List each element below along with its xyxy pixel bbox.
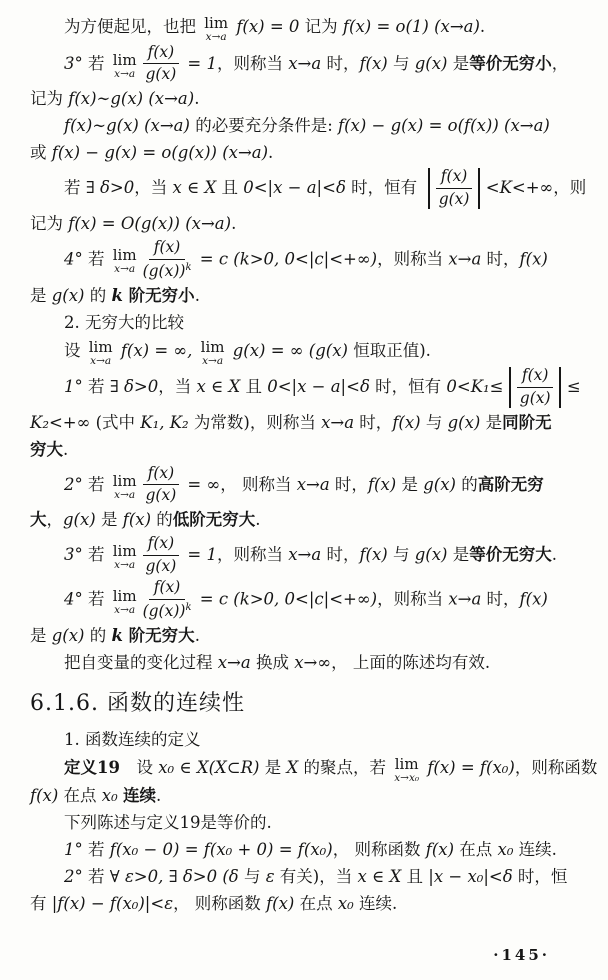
text-line: [30, 754, 598, 784]
exponent: k: [185, 261, 192, 273]
text-run: x→a: [321, 412, 355, 432]
text-run: 与: [238, 867, 266, 887]
fraction: [143, 465, 180, 506]
limit-operator: [112, 586, 137, 616]
text-line: [30, 438, 584, 462]
text-run: 的聚点，若: [298, 757, 392, 777]
text-run: 0<|x − a|<δ: [243, 177, 346, 197]
text-run: 4°: [64, 589, 88, 609]
text-run: 是: [480, 412, 503, 432]
text-run: K₂<+∞: [30, 412, 96, 432]
fraction-denominator: [145, 64, 176, 84]
text-run: 的必要充分条件是:: [189, 116, 339, 136]
text-run: = c (k>0, 0<|c|<+∞): [194, 589, 378, 609]
text-line: [30, 624, 584, 648]
fraction-denominator: [143, 600, 192, 621]
text-run: 记为: [30, 213, 69, 233]
text-run: 下列陈述与定义19是等价的.: [64, 813, 272, 833]
fraction-denominator-text: g(x): [145, 557, 177, 576]
text-run: 定义19: [64, 757, 120, 777]
text-run: 与: [387, 545, 415, 565]
text-run: g(x): [414, 53, 448, 73]
text-line: [30, 141, 584, 165]
text-line: [30, 212, 584, 236]
text-run: 是: [95, 510, 123, 530]
abs-bar: [428, 168, 429, 209]
limit-subscript: x→a: [202, 354, 224, 367]
text-run: 2°: [64, 474, 88, 494]
text-line: [30, 535, 584, 576]
limit-operator: [112, 471, 137, 501]
text-run: x→a: [448, 249, 482, 269]
text-run: ，则称当: [216, 53, 289, 73]
limit-word: lim: [112, 246, 137, 265]
text-run: ，当: [134, 177, 173, 197]
text-run: 且: [216, 177, 244, 197]
fraction-denominator: [143, 260, 192, 281]
text-run: 记为: [304, 16, 343, 36]
text-run: 0<K₁≤: [446, 376, 504, 396]
text-run: 且: [401, 867, 429, 887]
text-run: = c (k>0, 0<|c|<+∞): [194, 249, 378, 269]
fraction-denominator: [145, 556, 176, 576]
text-run: x→a: [448, 589, 482, 609]
text-run: 的: [151, 510, 173, 530]
text-run: f(x): [392, 412, 421, 432]
text-run: f(x) − g(x) = o(f(x)) (x→a): [338, 116, 550, 136]
fraction-denominator-text: g(x): [145, 486, 177, 505]
text-run: 时，恒: [512, 867, 568, 887]
text-run: 记为: [30, 89, 69, 109]
limit-subscript: x→a: [114, 488, 136, 501]
limit-word: lim: [394, 754, 419, 773]
text-run: 为常数)，则称当: [188, 412, 322, 432]
text-run: ， 则称函数: [332, 840, 426, 860]
text-line: [30, 44, 584, 85]
text-run: g(x): [51, 625, 85, 645]
text-run: 时，: [354, 412, 393, 432]
text-run: 是: [30, 625, 52, 645]
text-run: x→a: [288, 545, 322, 565]
text-run: f(x)∼g(x) (x→a): [68, 89, 195, 109]
text-line: [30, 14, 584, 41]
limit-operator: [88, 337, 113, 367]
text-run: (式中: [95, 412, 141, 432]
text-run: |x − x₀|<δ: [428, 867, 513, 887]
page-body: [30, 14, 598, 916]
text-run: g(x): [423, 474, 456, 494]
text-run: g(x) = ∞ (g(x): [227, 340, 348, 360]
text-run: 若: [88, 867, 110, 887]
limit-operator: [394, 754, 420, 784]
text-run: x→a: [296, 474, 330, 494]
text-run: 若: [64, 177, 86, 197]
text-run: .: [231, 213, 237, 233]
text-run: f(x) = o(1) (x→a): [342, 16, 480, 36]
text-run: <K<+∞: [485, 177, 554, 197]
fraction-denominator: [520, 388, 551, 408]
fraction-denominator-text: g(x): [519, 388, 551, 407]
text-run: f(x): [122, 510, 152, 530]
text-run: 等价无穷小: [469, 53, 552, 73]
text-run: ∃ δ>0: [85, 177, 135, 197]
text-run: .: [194, 285, 200, 305]
text-run: .: [255, 510, 261, 530]
text-run: 阶无穷大: [122, 625, 195, 645]
fraction: [143, 535, 180, 576]
text-run: x₀: [101, 786, 118, 806]
text-run: 大: [30, 510, 47, 530]
text-run: x ∈ X: [357, 867, 402, 887]
fraction-numerator: f(x): [436, 168, 473, 189]
text-run: ∀ ε>0, ∃ δ>0 (δ: [109, 867, 239, 887]
text-run: 若: [88, 53, 110, 73]
limit-subscript: x→a: [114, 263, 136, 276]
text-line: [30, 865, 584, 889]
text-run: K₁, K₂: [140, 412, 189, 432]
text-run: 3°: [64, 53, 88, 73]
text-run: x₀: [497, 840, 514, 860]
limit-word: lim: [112, 50, 137, 69]
text-run: f(x): [359, 53, 388, 73]
text-run: f(x₀ − 0) = f(x₀ + 0) = f(x₀): [109, 840, 333, 860]
text-run: 同阶无: [502, 412, 552, 432]
text-run: .: [194, 625, 200, 645]
fraction-denominator: [439, 189, 470, 209]
text-line: [30, 338, 584, 365]
abs-fraction: [425, 168, 482, 209]
fraction-numerator: f(x): [143, 535, 180, 556]
text-run: 时，: [329, 474, 368, 494]
text-run: f(x): [519, 589, 548, 609]
text-run: ，: [46, 510, 63, 530]
limit-subscript: x→a: [114, 67, 136, 80]
fraction-numerator: f(x): [149, 579, 186, 600]
limit-word: lim: [112, 586, 137, 605]
limit-word: lim: [204, 14, 229, 32]
limit-subscript: x→a: [114, 603, 136, 616]
text-run: 的: [84, 285, 112, 305]
fraction: [436, 168, 473, 209]
text-run: 的: [455, 474, 478, 494]
limit-operator: [112, 50, 137, 80]
text-run: 是: [396, 474, 424, 494]
text-run: ，当: [158, 376, 197, 396]
limit-operator: [113, 544, 137, 571]
text-line: [30, 167, 587, 209]
text-line: [30, 651, 584, 675]
fraction-denominator-text: (g(x)): [142, 601, 186, 620]
limit-word: lim: [88, 337, 113, 356]
text-run: 是: [447, 53, 470, 73]
limit-subscript: x→a: [114, 559, 136, 572]
section-heading: [30, 689, 584, 719]
text-run: f(x): [30, 786, 59, 806]
text-run: 等价无穷大: [469, 545, 552, 565]
text-run: 把自变量的变化过程: [64, 652, 218, 672]
text-line: [30, 784, 584, 808]
fraction-denominator-text: g(x): [438, 189, 470, 208]
text-run: 是: [259, 757, 287, 777]
limit-operator: [113, 248, 137, 275]
text-run: f(x): [367, 474, 397, 494]
text-run: f(x) = f(x₀): [422, 757, 515, 777]
limit-operator: [204, 16, 228, 43]
text-run: 高阶无穷: [477, 474, 544, 494]
text-run: .: [63, 439, 69, 459]
abs-fraction: [506, 367, 563, 408]
text-run: 低阶无穷大: [172, 510, 256, 530]
text-run: .: [479, 16, 486, 36]
text-run: f(x): [359, 545, 388, 565]
text-run: g(x): [63, 510, 96, 530]
fraction-numerator: f(x): [143, 465, 180, 486]
fraction-numerator: f(x): [143, 44, 180, 65]
text-run: ，则称当: [377, 589, 449, 609]
text-run: 若: [88, 474, 110, 494]
text-run: = 1: [182, 545, 217, 565]
text-run: 阶无穷小: [122, 285, 195, 305]
limit-word: lim: [112, 542, 137, 561]
text-run: ， 上面的陈述均有效.: [331, 652, 491, 672]
text-line: [30, 579, 584, 621]
text-run: 若: [88, 840, 110, 860]
text-run: ，则称当: [216, 545, 289, 565]
text-run: f(x) = ∞,: [115, 340, 198, 360]
exponent: k: [185, 601, 192, 613]
text-run: 时，恒有: [369, 376, 447, 396]
text-line: [30, 311, 584, 335]
text-run: 设: [119, 757, 159, 777]
text-run: 连续.: [513, 840, 557, 860]
text-run: g(x): [447, 412, 481, 432]
text-run: = ∞: [182, 474, 221, 494]
text-run: 为方便起见，也把: [64, 16, 202, 36]
text-run: 是: [447, 545, 470, 565]
text-run: x ∈ X: [196, 376, 241, 396]
text-run: 换成: [250, 652, 295, 672]
fraction: [143, 579, 192, 621]
abs-bar: [559, 367, 560, 408]
text-run: 在点: [454, 840, 498, 860]
abs-bar: [509, 367, 510, 408]
text-run: 2. 无穷大的比较: [64, 312, 184, 332]
text-run: X: [286, 757, 299, 777]
text-run: .: [551, 545, 557, 565]
text-run: .: [155, 786, 162, 806]
text-run: 6.1.6. 函数的连续性: [30, 690, 245, 716]
limit-subscript: x→a: [90, 354, 112, 367]
text-run: 0<|x − a|<δ: [267, 376, 370, 396]
text-run: 有: [30, 894, 52, 914]
fraction: [143, 239, 192, 281]
text-run: g(x): [51, 285, 85, 305]
text-run: 是: [30, 285, 52, 305]
text-run: 时，: [481, 589, 520, 609]
text-line: [30, 239, 584, 281]
limit-word: lim: [200, 337, 225, 356]
fraction-denominator: [145, 485, 176, 505]
limit-operator: [200, 337, 225, 367]
text-run: 若: [88, 249, 110, 269]
text-run: |f(x) − f(x₀)|<ε: [51, 894, 174, 914]
text-run: 时，: [481, 249, 520, 269]
text-run: x→∞: [294, 652, 332, 672]
text-run: f(x) = O(g(x)) (x→a): [68, 213, 232, 233]
text-run: ∃ δ>0: [109, 376, 159, 396]
text-run: ε: [265, 867, 275, 887]
limit-subscript: x→x₀: [394, 771, 420, 784]
text-run: ，则称函数: [514, 757, 598, 777]
text-run: g(x): [414, 545, 448, 565]
fraction: [143, 44, 180, 85]
text-run: f(x): [425, 840, 455, 860]
text-run: 与: [420, 412, 448, 432]
text-run: x₀: [337, 894, 354, 914]
text-run: 且: [240, 376, 268, 396]
text-run: 1°: [64, 840, 88, 860]
text-run: f(x)∼g(x) (x→a): [64, 116, 190, 136]
text-run: 若: [88, 589, 110, 609]
text-run: f(x) − g(x) = o(g(x)) (x→a): [51, 143, 269, 163]
text-run: 在点: [294, 894, 338, 914]
text-run: 有关)，当: [274, 867, 358, 887]
text-run: 时，恒有: [345, 177, 423, 197]
text-run: 2°: [64, 867, 88, 887]
text-run: 若: [88, 376, 110, 396]
text-run: 3°: [64, 545, 88, 565]
text-run: f(x) = 0: [231, 16, 305, 36]
text-run: x ∈ X: [172, 177, 217, 197]
text-run: k: [111, 625, 123, 645]
text-run: ，: [551, 53, 569, 73]
text-run: 4°: [64, 249, 88, 269]
text-run: = 1: [182, 53, 217, 73]
fraction-denominator-text: g(x): [145, 65, 177, 84]
text-line: [30, 465, 584, 506]
text-run: ， 则称函数: [173, 894, 267, 914]
text-run: 连续: [122, 786, 156, 806]
text-line: [30, 508, 584, 532]
text-run: ，则称当: [377, 249, 449, 269]
text-run: ， 则称当: [220, 474, 297, 494]
fraction-numerator: f(x): [149, 239, 186, 260]
text-run: ，则: [553, 177, 587, 197]
text-line: [30, 811, 584, 835]
text-run: ≤: [566, 376, 581, 396]
fraction-numerator: f(x): [517, 367, 554, 388]
abs-bar: [478, 168, 479, 209]
page-number: ·145·: [493, 946, 550, 964]
text-line: [30, 892, 584, 916]
text-run: k: [111, 285, 123, 305]
text-run: 连续.: [353, 894, 398, 914]
fraction-denominator-text: (g(x)): [142, 261, 186, 280]
text-line: [30, 114, 584, 138]
text-run: 1°: [64, 376, 88, 396]
text-line: [30, 411, 584, 435]
text-run: 或: [30, 143, 52, 163]
text-run: f(x): [519, 249, 548, 269]
text-run: 与: [387, 53, 415, 73]
fraction: [517, 367, 554, 408]
text-run: x₀ ∈ X(X⊂R): [158, 757, 260, 777]
limit-subscript: x→a: [205, 31, 227, 43]
text-line: [30, 838, 584, 862]
text-run: 时，: [321, 545, 360, 565]
text-run: 时，: [321, 53, 360, 73]
text-line: [30, 367, 584, 408]
text-run: 在点: [58, 786, 102, 806]
text-run: 穷大: [30, 439, 63, 459]
text-run: 设: [64, 340, 86, 360]
text-run: x→a: [288, 53, 322, 73]
text-run: .: [268, 143, 274, 163]
text-run: 的: [84, 625, 112, 645]
text-line: [30, 284, 584, 308]
text-run: x→a: [217, 652, 251, 672]
text-line: [30, 728, 584, 752]
limit-word: lim: [112, 471, 137, 490]
text-line: [30, 87, 584, 111]
text-run: 1. 函数连续的定义: [64, 729, 201, 749]
text-run: f(x): [266, 894, 295, 914]
text-run: 若: [88, 545, 110, 565]
text-run: 恒取正值).: [347, 340, 431, 360]
text-run: .: [194, 89, 200, 109]
